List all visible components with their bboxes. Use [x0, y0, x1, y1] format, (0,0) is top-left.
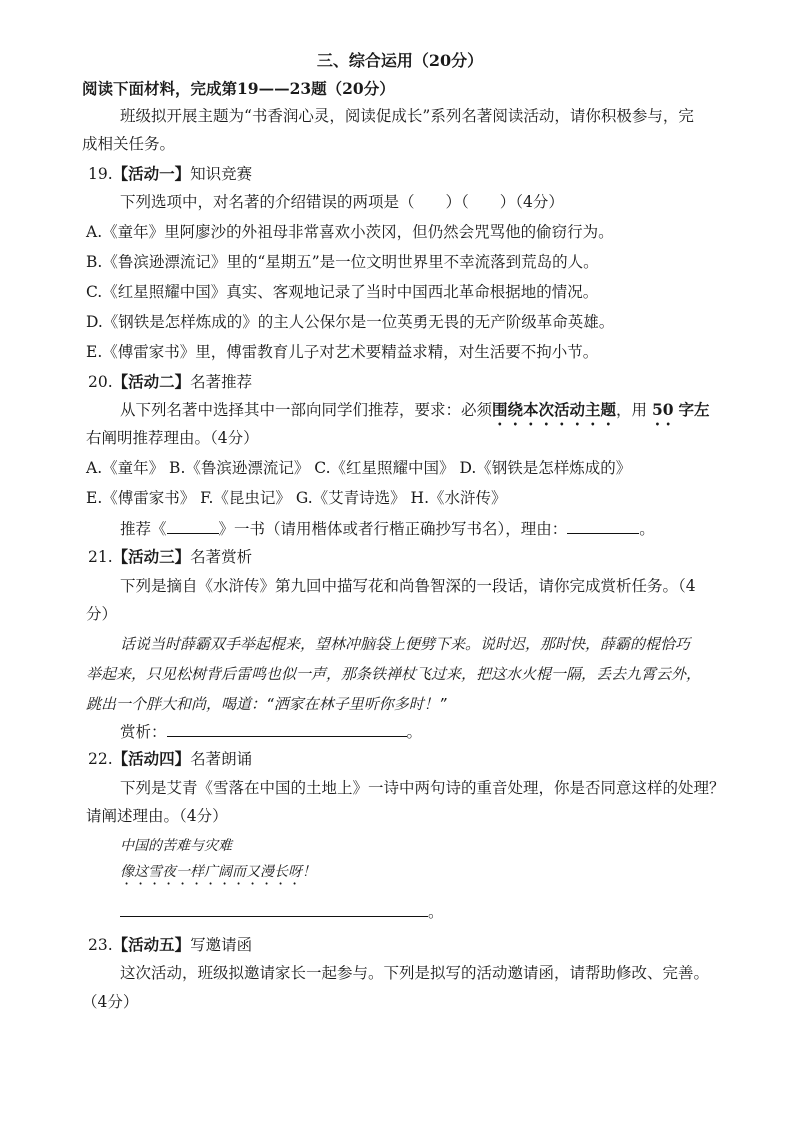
q20-books-line2: E.《傅雷家书》 F.《昆虫记》 G.《艾青诗选》 H.《水浒传》 [86, 489, 507, 507]
intro-text-line2: 成相关任务。 [82, 135, 176, 153]
q21-number: 21. [88, 548, 113, 566]
q20-books-line1: A.《童年》 B.《鲁滨逊漂流记》 C.《红星照耀中国》 D.《钢铁是怎样炼成的》 [86, 459, 632, 477]
q22-prompt-line1: 下列是艾青《雪落在中国的土地上》一诗中两句诗的重音处理，你是否同意这样的处理？ [120, 779, 725, 797]
q20-prompt-part-b: ，用 [616, 401, 648, 419]
q20-answer-prefix: 推荐《 [120, 520, 167, 538]
intro-instruction: 阅读下面材料，完成第19——23题（20分） [82, 79, 395, 98]
q22-poem-line1: 中国的苦难与灾难 [120, 838, 232, 854]
q20-book-title-field[interactable] [167, 517, 219, 534]
q19-option-e: E.《傅雷家书》里，傅雷教育儿子对艺术要精益求精，对生活要不拘小节。 [86, 343, 599, 361]
q21-answer-end: 。 [406, 723, 423, 741]
q20-answer-end: 。 [639, 520, 655, 538]
q20-answer-line [120, 517, 655, 540]
q23-prompt-line1: 这次活动，班级拟邀请家长一起参与。下列是拟写的活动邀请函，请帮助修改、完善。 [120, 964, 710, 982]
q20-answer-middle: 》一书（请用楷体或者行楷正确抄写书名），理由： [218, 520, 568, 538]
q19-option-c: C.《红星照耀中国》真实、客观地记录了当时中国西北革命根据地的情况。 [86, 283, 599, 301]
q22-prompt-line2: 请阐述理由。（4分） [86, 807, 228, 825]
q20-prompt-emphasis: 围绕本次活动主题 [492, 400, 617, 419]
q20-prompt-part-c: 字左 [678, 400, 710, 419]
intro-text-line1: 班级拟开展主题为“书香润心灵，阅读促成长”系列名著阅读活动，请你积极参与，完 [120, 107, 694, 125]
q23-number: 23. [88, 936, 113, 954]
q21-activity: 【活动三】 [112, 547, 191, 566]
section-title: 三、综合运用（20分） [316, 51, 484, 70]
q19-option-d: D.《钢铁是怎样炼成的》的主人公保尔是一位英勇无畏的无产阶级革命英雄。 [86, 313, 615, 331]
q21-answer-label: 赏析： [120, 723, 167, 741]
q21-quote-line1: 话说当时薛霸双手举起棍来，望林冲脑袋上便劈下来。说时迟，那时快，薛霸的棍恰巧 [120, 635, 691, 653]
q23-activity: 【活动五】 [112, 935, 191, 954]
q22-poem-line2: 像这雪夜一样广阔而又漫长呀！ [120, 864, 316, 880]
q21-quote-line2: 举起来，只见松树背后雷鸣也似一声，那条铁禅杖飞过来，把这水火棍一隔，丢去九霄云外， [86, 665, 702, 683]
q19-heading [88, 163, 252, 185]
q20-prompt-number: 50 [651, 400, 674, 419]
q19-number: 19. [88, 165, 113, 183]
q19-prompt: 下列选项中，对名著的介绍错误的两项是（ ）（ ）（4分） [120, 193, 564, 211]
q20-activity: 【活动二】 [112, 372, 191, 391]
q20-number: 20. [88, 373, 113, 391]
q19-option-b: B.《鲁滨逊漂流记》里的“星期五”是一位文明世界里不幸流落到荒岛的人。 [86, 253, 599, 271]
q20-name: 名著推荐 [190, 373, 253, 391]
q21-answer-field[interactable] [167, 720, 407, 737]
q20-heading [88, 371, 252, 393]
q21-answer-line [120, 720, 422, 743]
q19-option-a: A.《童年》里阿廖沙的外祖母非常喜欢小茨冈，但仍然会咒骂他的偷窃行为。 [86, 223, 614, 241]
q22-name: 名著朗诵 [190, 750, 253, 768]
q21-name: 名著赏析 [190, 548, 253, 566]
q22-answer-end: 。 [428, 903, 444, 921]
q20-prompt-part-a: 从下列名著中选择其中一部向同学们推荐，要求：必须 [120, 401, 493, 419]
q22-answer-field[interactable] [120, 900, 428, 917]
q22-answer-line [120, 900, 444, 923]
q20-prompt-line2: 右阐明推荐理由。（4分） [86, 429, 259, 447]
q21-heading [88, 546, 252, 568]
q22-number: 22. [88, 750, 113, 768]
q20-prompt-line1 [120, 399, 710, 429]
q22-activity: 【活动四】 [112, 749, 191, 768]
q21-prompt-line2: 分） [86, 605, 118, 623]
q19-activity: 【活动一】 [112, 164, 191, 183]
q23-name: 写邀请函 [190, 936, 253, 954]
q22-heading [88, 748, 252, 770]
q19-name: 知识竞赛 [190, 165, 253, 183]
q21-quote-line3: 跳出一个胖大和尚，喝道：“洒家在林子里听你多时！” [86, 695, 447, 713]
q23-heading [88, 934, 252, 956]
q23-prompt-line2: （4分） [82, 993, 139, 1011]
q21-prompt-line1: 下列是摘自《水浒传》第九回中描写花和尚鲁智深的一段话，请你完成赏析任务。（4 [120, 577, 696, 595]
q20-reason-field[interactable] [567, 517, 639, 534]
